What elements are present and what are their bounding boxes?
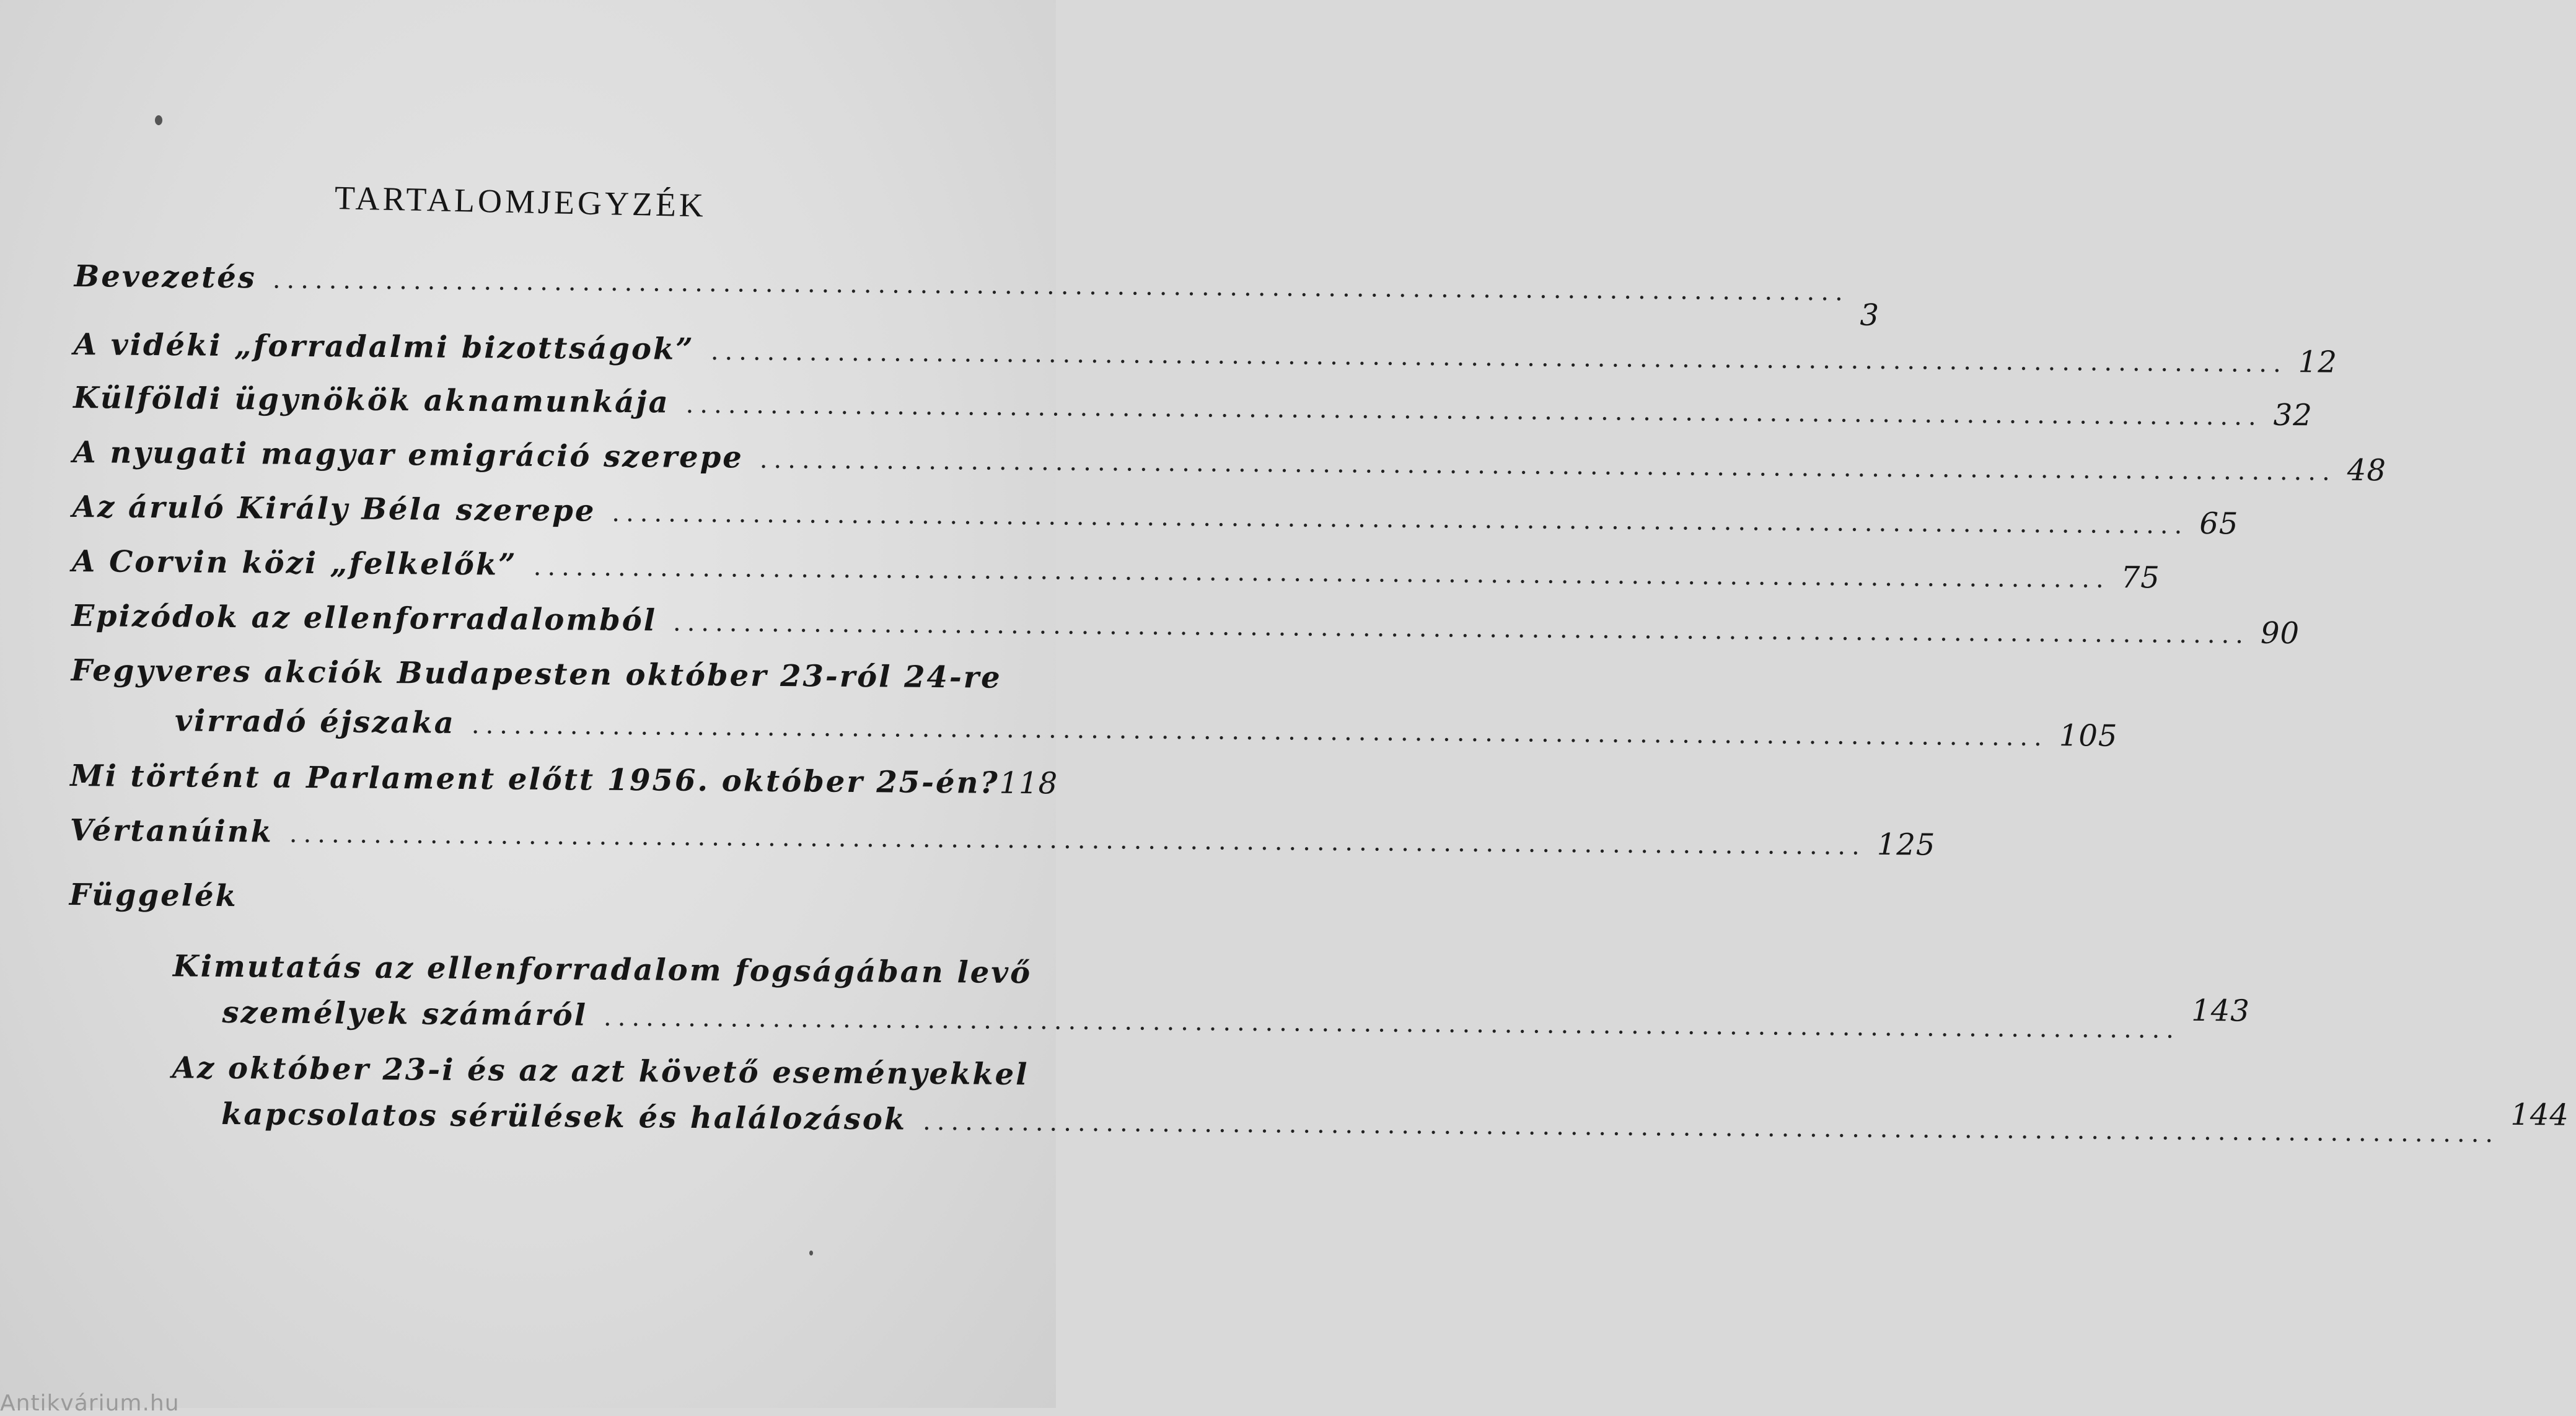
toc-entry-line [69, 876, 1011, 921]
page-speck [809, 1251, 813, 1255]
watermark: Antikvárium.hu [0, 1391, 180, 1416]
dot-leader: ................................................................................................................ [710, 337, 2287, 379]
toc-entry-line [71, 597, 2300, 651]
toc-entry-title: Az áruló Király Béla szerepe [72, 489, 596, 529]
toc-entry-line [68, 993, 2251, 1044]
toc-entry[interactable] [70, 757, 1058, 802]
toc-entry-title-continued: kapcsolatos sérülések és halálozások [221, 1096, 907, 1137]
toc-entry-line [68, 1049, 1029, 1093]
toc-entry-line [70, 757, 1058, 802]
toc-entry-title: Epizódok az ellenforradalomból [71, 598, 657, 638]
page-speck [155, 115, 162, 125]
toc-entry-title: A Corvin közi „felkelők” [71, 543, 517, 583]
toc-entry-title: Bevezetés [74, 258, 257, 296]
toc-entry[interactable] [69, 812, 1936, 863]
dot-leader: ................................................................................................................ [612, 498, 2189, 540]
toc-page-number: 32 [2273, 397, 2313, 433]
dot-leader: ................................................................................................................ [272, 265, 1849, 307]
toc-entry-line [69, 812, 1936, 863]
toc-entry[interactable] [68, 1049, 2570, 1148]
toc-entry-line [71, 701, 2118, 754]
toc-entry[interactable] [73, 434, 2387, 488]
toc-entry-line [69, 947, 1032, 992]
toc-entry-line [68, 1094, 2570, 1148]
toc-entry-title: Fegyveres akciók Budapesten október 23-ról 24-re [71, 653, 1002, 695]
toc-entry-line [72, 488, 2239, 542]
toc-entry-title: Külföldi ügynökök aknamunkája [73, 380, 670, 420]
toc-entry-line [71, 652, 1013, 697]
toc-page-number: 125 [1876, 827, 1936, 863]
toc-entry[interactable] [69, 876, 1011, 921]
table-of-contents [69, 258, 2570, 1148]
toc-entry-line [73, 379, 2313, 433]
toc-page-number: 143 [2191, 993, 2251, 1029]
toc-entry[interactable] [72, 488, 2239, 542]
toc-entry-title-continued: virradó éjszaka [174, 703, 456, 741]
toc-page-number: 65 [2199, 506, 2239, 542]
toc-entry[interactable] [68, 947, 2251, 1044]
dot-leader: ................................................................................................................ [672, 608, 2250, 649]
toc-section-heading: Függelék [69, 877, 238, 914]
dot-leader: ................................................................................................................ [533, 552, 2110, 594]
dot-leader: ................................................................................................................ [685, 390, 2262, 431]
toc-entry[interactable] [71, 543, 2161, 596]
toc-entry-title: Mi történt a Parlament előtt 1956. október 25-én? [70, 758, 1000, 801]
toc-entry-line [71, 543, 2161, 596]
toc-entry-line [73, 434, 2387, 488]
toc-entry[interactable] [71, 597, 2300, 651]
toc-page-number: 12 [2298, 345, 2338, 380]
toc-entry[interactable] [73, 326, 2338, 380]
toc-page-number: 75 [2121, 560, 2161, 596]
toc-title: TARTALOMJEGYZÉK [334, 179, 707, 224]
toc-page-number: 90 [2260, 615, 2300, 651]
toc-page-number: 48 [2347, 452, 2387, 488]
toc-entry[interactable] [73, 379, 2313, 433]
dot-leader: ................................................................................................................ [471, 711, 2049, 752]
dot-leader: ................................................................................................................ [759, 445, 2336, 486]
toc-entry-line [74, 258, 1880, 333]
toc-page-number: 3 [1860, 297, 1880, 333]
dot-leader: ................................................................................................................ [289, 819, 1866, 861]
dot-leader: ................................................................................................................ [922, 1107, 2500, 1148]
toc-entry-title: A nyugati magyar emigráció szerepe [73, 434, 744, 475]
toc-entry-title: A vidéki „forradalmi bizottságok” [73, 327, 695, 367]
toc-entry[interactable] [71, 652, 2118, 754]
toc-entry-title-continued: személyek számáról [222, 995, 588, 1033]
toc-entry-title: Vértanúink [69, 812, 274, 850]
toc-page-number: 105 [2059, 718, 2118, 754]
toc-page-number: 144 [2510, 1097, 2570, 1133]
toc-entry-title: Az október 23-i és az azt követő eseményekkel [172, 1050, 1029, 1093]
toc-page-number: 118 [999, 765, 1058, 801]
toc-entry-line [73, 326, 2338, 380]
toc-entry-title: Kimutatás az ellenforradalom fogságában levő [172, 949, 1032, 991]
toc-entry[interactable] [74, 258, 1880, 333]
dot-leader: ................................................................................................................ [603, 1003, 2181, 1044]
